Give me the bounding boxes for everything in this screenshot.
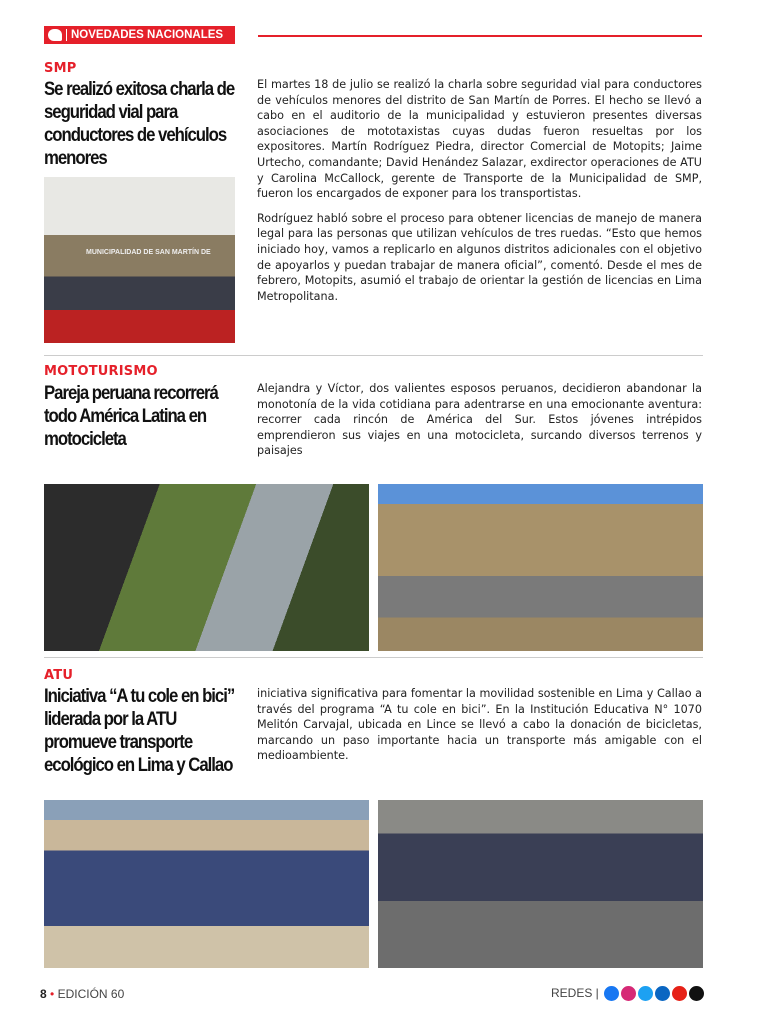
article-divider bbox=[44, 657, 703, 658]
banner-separator bbox=[66, 29, 67, 41]
social-bar bbox=[551, 986, 704, 1001]
section-title: NOVEDADES NACIONALES bbox=[71, 29, 224, 41]
section-banner bbox=[44, 26, 235, 44]
article-category: SMP bbox=[44, 61, 77, 76]
article-paragraph: El martes 18 de julio se realizó la charla sobre seguridad vial para conductores de vehículos menores del distrito de San Martín de Porres. El hecho se llevó a cabo en el auditorio de la municipalidad y estuvieron presentes diversas asociaciones de mototaxistas cuyas dudas fueron resueltas por los expositores. Martín Rodríguez Piedra, director Comercial de Motopits; Jaime Urtecho, comandante; David Henández Salazar, exdirector operaciones de ATU y Carolina McCallock, gerente de Transporte de la Municipalidad de SMP, fueron los encargados de exponer para los transportistas. bbox=[257, 78, 702, 201]
article-category: ATU bbox=[44, 668, 74, 683]
article-paragraph: iniciativa significativa para fomentar la movilidad sostenible en Lima y Callao a través del programa “A tu cole en bici”. En la Institución Educativa N° 1070 Melitón Carvajal, ubicada en Lince se llevó a cabo la donación de bicicletas, marcando un paso importante hacia un transporte más amigable con el medioambiente. bbox=[257, 687, 702, 763]
article-divider bbox=[44, 355, 703, 356]
linkedin-icon[interactable] bbox=[655, 986, 670, 1001]
article-category: MOTOTURISMO bbox=[44, 364, 158, 379]
article-photo-cyclists bbox=[378, 800, 703, 968]
article-photo-couple-motorcycle bbox=[44, 484, 369, 651]
photo-sign-text: MUNICIPALIDAD DE SAN MARTÍN DE bbox=[86, 249, 211, 256]
article-photo-auditorium bbox=[44, 177, 235, 343]
article-headline: Iniciativa “A tu cole en bici” liderada por la ATU promueve transporte ecológico en Lima y Callao bbox=[44, 685, 235, 776]
article-photo-rider-road bbox=[378, 484, 703, 651]
article-body bbox=[257, 686, 702, 773]
instagram-icon[interactable] bbox=[621, 986, 636, 1001]
article-body bbox=[257, 77, 702, 313]
article-paragraph: Rodríguez habló sobre el proceso para obtener licencias de manejo de manera legal para las personas que utilizan vehículos de tres ruedas. “Esto que hemos iniciado hoy, vamos a replicarlo en algunos distritos adicionales con el objetivo de apoyarlos y puedan trabajar de manera oficial”, comentó. Desde el mes de febrero, Motopits, asumió el trabajo de orientar la gestión de licencias en Lima Metropolitana. bbox=[257, 211, 702, 303]
social-label: REDES | bbox=[551, 986, 599, 1000]
youtube-icon[interactable] bbox=[672, 986, 687, 1001]
page-footer-left bbox=[40, 987, 124, 1001]
article-photo-school-group bbox=[44, 800, 369, 968]
edition-label: EDICIÓN 60 bbox=[57, 987, 125, 1001]
magazine-logo-icon bbox=[48, 29, 62, 41]
bullet-icon: • bbox=[50, 987, 55, 1001]
article-body bbox=[257, 381, 702, 468]
article-headline: Se realizó exitosa charla de seguridad vial para conductores de vehículos menores bbox=[44, 78, 235, 169]
tiktok-icon[interactable] bbox=[689, 986, 704, 1001]
twitter-icon[interactable] bbox=[638, 986, 653, 1001]
article-paragraph: Alejandra y Víctor, dos valientes esposos peruanos, decidieron abandonar la monotonía de la vida cotidiana para adentrarse en una emocionante aventura: recorrer cada rincón de América del Sur. Estos jóvenes intrépidos emprendieron sus viajes en una motocicleta, surcando diversos terrenos y paisajes bbox=[257, 382, 702, 458]
article-headline: Pareja peruana recorrerá todo América Latina en motocicleta bbox=[44, 382, 218, 450]
page-number: 8 bbox=[40, 987, 47, 1001]
header-rule bbox=[258, 35, 702, 37]
facebook-icon[interactable] bbox=[604, 986, 619, 1001]
